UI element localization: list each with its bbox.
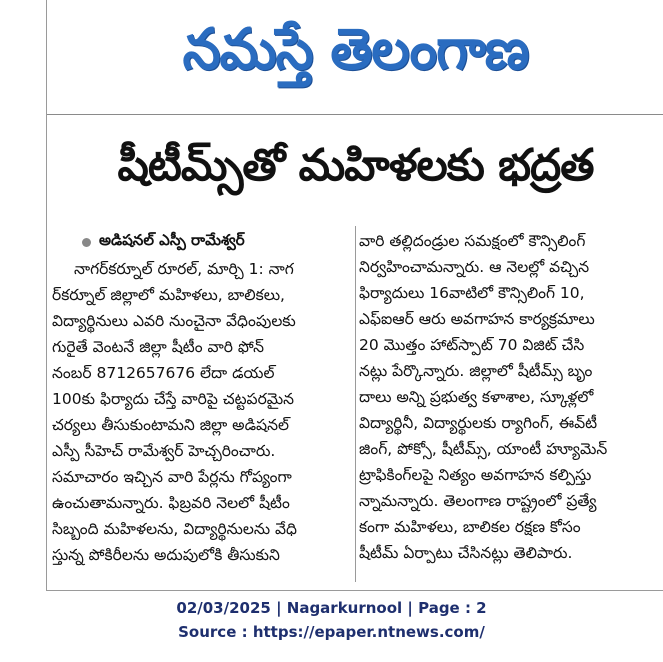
text-line: 20 మొత్తం హాట్‌స్పాట్ 70 విజిట్ చేసి [359, 336, 585, 354]
masthead [47, 0, 663, 112]
bullet-icon [82, 238, 91, 247]
text-line: ఉంచుతామన్నారు. ఫిబ్రవరి నెలలో షీటీం [52, 494, 290, 512]
text-line: ఎఫ్ఐఆర్ ఆరు అవగాహన కార్యక్రమాలు [359, 310, 595, 328]
text-line: జింగ్, పోక్సో, షీటీమ్స్, యాంటీ హ్యూమెన్ [359, 440, 608, 458]
text-line: సిబ్బంది మహిళలను, విద్యార్థినులను వేధి [52, 520, 298, 538]
byline [82, 230, 362, 254]
text-line: ర్‌కర్నూల్ జిల్లాలో మహిళలు, బాలికలు, [52, 286, 285, 304]
text-line: ఎస్పీ సీహెచ్ రామేశ్వర్ హెచ్చరించారు. [52, 442, 276, 460]
text-line: విద్యార్థినీ, విద్యార్థులకు ర్యాగింగ్, ఈవ్‌టీ [359, 414, 598, 432]
text-line: ట్రాఫికింగ్‌లపై నిత్యం అవగాహన కల్పిస్తు [359, 466, 592, 484]
text-line: స్తున్న పోకిరీలను అదుపులోకి తీసుకుని [52, 546, 280, 564]
text-line: చర్యలు తీసుకుంటామని జిల్లా అడిషనల్ [52, 416, 289, 434]
text-line: విద్యార్థినులు ఎవరి నుంచైనా వేధింపులకు [52, 312, 296, 330]
newspaper-clipping [46, 0, 663, 591]
text-line: నాగర్‌కర్నూల్ రూరల్, మార్చి 1: నాగ [74, 260, 294, 278]
text-line: నట్లు పేర్కొన్నారు. జిల్లాలో షీటీమ్స్ బృం [359, 362, 593, 380]
source-url: Source : https://epaper.ntnews.com/ [178, 623, 485, 641]
text-line: వారి తల్లిదండ్రుల సమక్షంలో కౌన్సిలింగ్ [359, 232, 586, 250]
column-divider [355, 226, 356, 582]
text-line: న్నామన్నారు. తెలంగాణ రాష్ట్రంలో ప్రత్యే [359, 492, 597, 510]
masthead-title: నమస్తే తెలంగాణ [182, 15, 529, 82]
text-line: నంబర్ 8712657676 లేదా డయల్ [52, 364, 275, 382]
text-line: కంగా మహిళలు, బాలికల రక్షణ కోసం [359, 518, 581, 536]
article-column-right [359, 228, 659, 584]
byline-text: అడిషనల్ ఎస్పీ రామేశ్వర్ [99, 231, 245, 249]
date-edition-page: 02/03/2025 | Nagarkurnool | Page : 2 [176, 599, 487, 617]
masthead-divider [47, 114, 663, 115]
text-line: సమాచారం ఇచ్చిన వారి పేర్లను గోప్యంగా [52, 468, 292, 486]
text-line: షీటీమ్ ఏర్పాటు చేసినట్లు తెలిపారు. [359, 544, 573, 562]
text-line: గురైతే వెంటనే జిల్లా షీటీం వారి ఫోన్ [52, 338, 264, 356]
source-footer [0, 596, 663, 644]
text-line: 100కు ఫిర్యాదు చేస్తే వారిపై చట్టపరమైన [52, 390, 295, 408]
headline-text: షీటీమ్స్‌తో మహిళలకు భద్రత [117, 140, 594, 191]
headline [47, 132, 663, 210]
text-line: దాలు అన్ని ప్రభుత్వ కళాశాల, స్కూళ్లలో [359, 388, 594, 406]
article-column-left [52, 256, 352, 584]
text-line: నిర్వహించామన్నారు. ఆ నెలల్లో వచ్చిన [359, 258, 590, 276]
text-line: ఫిర్యాదులు 16వాటిలో కౌన్సిలింగ్ 10, [359, 284, 585, 302]
